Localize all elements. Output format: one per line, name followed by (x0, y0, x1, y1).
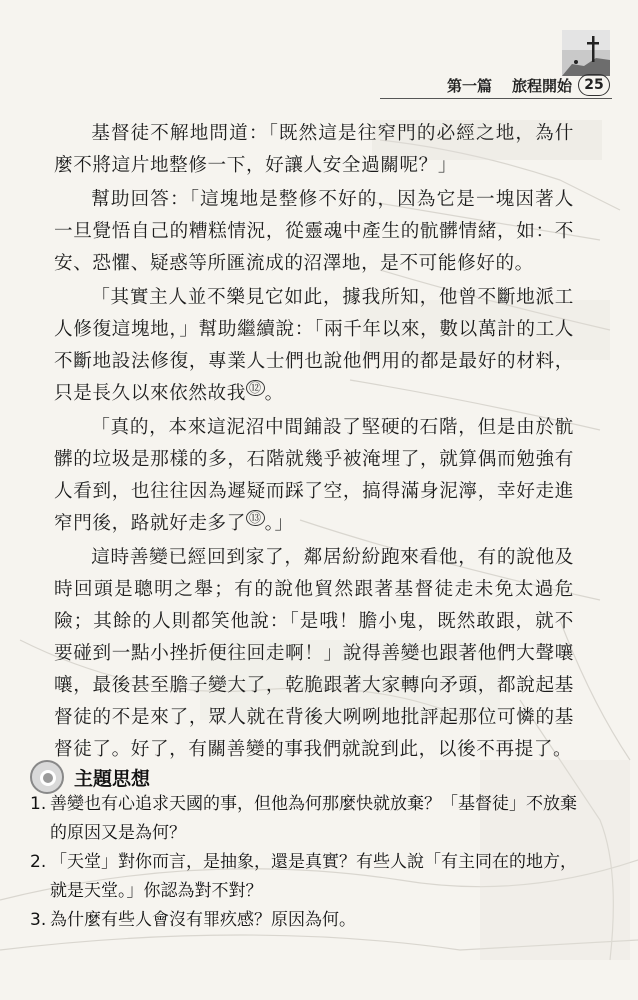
question-item: 2. 「天堂」對你而言，是抽象，還是真實？有些人說「有主同在的地方，就是天堂。」你認為對不對？ (30, 852, 577, 901)
paragraph: 「真的，本來這泥沼中間鋪設了堅硬的石階，但是由於骯髒的垃圾是那樣的多，石階就幾乎被淹埋了，就算偶而勉強有人看到，也往往因為遲疑而踩了空，搞得滿身泥濘，幸好走進窄門後，路就好走多了 ⑬ 。」 (54, 417, 574, 534)
body-text (54, 118, 574, 768)
theme-title-text: 主題思想 (74, 767, 151, 790)
theme-section-title (30, 760, 150, 794)
paragraph: 「其實主人並不樂見它如此，據我所知，他曾不斷地派工人修復這塊地，」幫助繼續說：「兩千年以來，數以萬計的工人不斷地設法修復，專業人士們也說他們用的都是最好的材料，只是長久以來依然故我 ⑫ 。 (54, 287, 574, 404)
question-item: 3. 為什麼有些人會沒有罪疚感？原因為何。 (30, 910, 356, 930)
running-header (447, 74, 610, 96)
cross-illustration-icon (562, 30, 610, 76)
paragraph: 幫助回答：「這塊地是整修不好的，因為它是一塊因著人一旦覺悟自己的糟糕情況，從靈魂中產生的骯髒情緒，如：不安、恐懼、疑惑等所匯流成的沼澤地，是不可能修好的。 (54, 189, 574, 274)
header-rule (380, 98, 612, 99)
theme-bullet-icon (30, 760, 64, 794)
paragraph: 這時善變已經回到家了，鄰居紛紛跑來看他，有的說他及時回頭是聰明之舉；有的說他貿然跟著基督徒走未免太過危險；其餘的人則都笑他說：「是哦！膽小鬼，既然敢跟，就不要碰到一點小挫折便往回走啊！」說得善變也跟著他們大聲嚷嚷，最後甚至膽子變大了，乾脆跟著大家轉向矛頭，都說起基督徒的不是來了，眾人就在背後大咧咧地批評起那位可憐的基督徒了。好了，有關善變的事我們就說到此，以後不再提了。 (54, 547, 574, 760)
paragraph: 基督徒不解地問道：「既然這是往窄門的必經之地，為什麼不將這片地整修一下，好讓人安全過關呢？」 (54, 123, 574, 176)
question-item: 1. 善變也有心追求天國的事，但他為何那麼快就放棄？「基督徒」不放棄的原因又是為何？ (30, 794, 577, 843)
chapter-title: 旅程開始 (511, 76, 572, 95)
part-label: 第一篇 (446, 76, 492, 95)
page-number: 25 (578, 74, 610, 96)
footnote-marker: ⑫ (246, 380, 265, 396)
question-list (30, 790, 590, 935)
footnote-marker: ⑬ (246, 510, 265, 526)
